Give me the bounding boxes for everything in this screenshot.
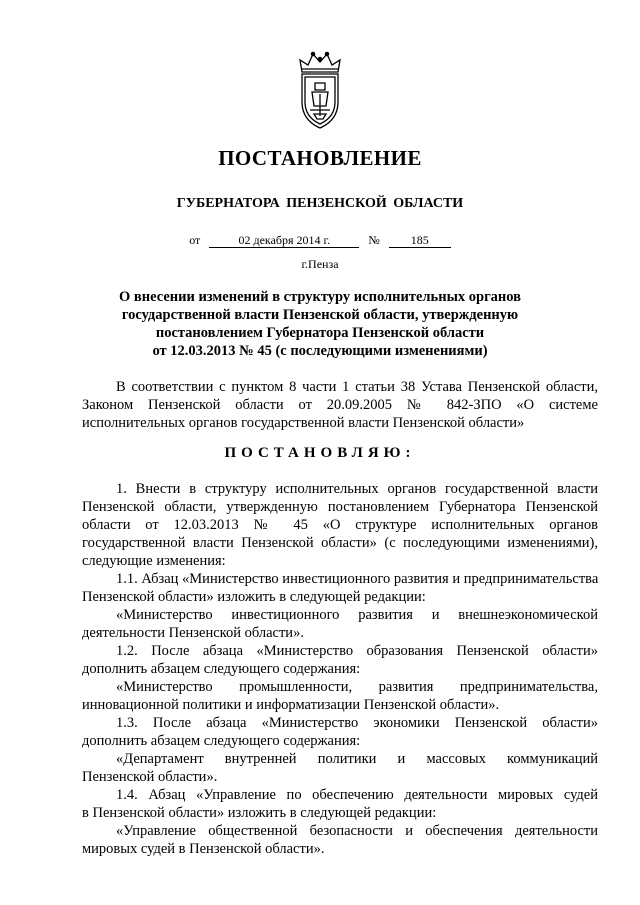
preamble-line: Законом Пензенской области от 20.09.2005 № 842-ЗПО «О системе xyxy=(82,397,598,413)
body-line: дополнить абзацем следующего содержания: xyxy=(82,661,361,677)
body-line: «Департамент внутренней политики и массовых коммуникаций xyxy=(116,751,598,767)
body-line: 1.3. После абзаца «Министерство экономики Пензенской области» xyxy=(116,715,598,731)
body-line: следующие изменения: xyxy=(82,553,226,569)
heading-line: О внесении изменений в структуру исполнительных органов xyxy=(119,289,521,305)
body-line: деятельности Пензенской области». xyxy=(82,625,304,641)
body-line: «Министерство промышленности, развития предпринимательства, xyxy=(116,679,598,695)
heading-line: от 12.03.2013 № 45 (с последующими изменениями) xyxy=(152,343,488,359)
body-line: мировых судей в Пензенской области». xyxy=(82,841,325,857)
body-line: инновационной политики и информатизации Пензенской области». xyxy=(82,697,500,713)
heading-line: постановлением Губернатора Пензенской области xyxy=(155,325,485,341)
preamble-line: исполнительных органов государственной власти Пензенской области» xyxy=(82,415,525,431)
body-line: 1.1. Абзац «Министерство инвестиционного развития и предпринимательства xyxy=(116,571,599,587)
body-line: «Управление общественной безопасности и обеспечения деятельности xyxy=(116,823,598,839)
body-line: Пензенской области» изложить в следующей редакции: xyxy=(82,589,426,605)
document-date: 02 декабря 2014 г. xyxy=(209,233,359,248)
body-line: 1.2. После абзаца «Министерство образования Пензенской области» xyxy=(116,643,598,659)
number-sign: № xyxy=(368,233,380,247)
body-line: «Министерство инвестиционного развития и внешнеэкономической xyxy=(116,607,598,623)
body-line: государственной власти Пензенской области» (с последующими изменениями), xyxy=(82,535,598,551)
document-city: г.Пенза xyxy=(301,257,339,271)
document-title: ПОСТАНОВЛЕНИЕ xyxy=(218,146,422,170)
body-line: 1.4. Абзац «Управление по обеспечению деятельности мировых судей xyxy=(116,787,598,803)
date-prefix: от xyxy=(189,233,201,247)
body-line: Пензенской области». xyxy=(82,769,218,785)
body-line: в Пензенской области» изложить в следующей редакции: xyxy=(82,805,437,821)
heading-line: государственной власти Пензенской области, утвержденную xyxy=(121,307,519,323)
document-subtitle: ГУБЕРНАТОРА ПЕНЗЕНСКОЙ ОБЛАСТИ xyxy=(176,196,464,211)
document-number: 185 xyxy=(389,233,451,248)
coat-of-arms-emblem xyxy=(288,50,352,132)
body-line: Пензенской области, утвержденную постановлением Губернатора Пензенской xyxy=(82,499,598,515)
date-number-line xyxy=(0,233,640,248)
decree-word: ПОСТАНОВЛЯЮ: xyxy=(224,445,416,461)
document-heading xyxy=(90,288,550,360)
preamble-line: В соответствии с пунктом 8 части 1 статьи 38 Устава Пензенской области, xyxy=(116,379,598,395)
body-line: области от 12.03.2013 № 45 «О структуре исполнительных органов xyxy=(82,517,598,533)
body-line: 1. Внести в структуру исполнительных органов государственной власти xyxy=(116,481,598,497)
body-line: дополнить абзацем следующего содержания: xyxy=(82,733,361,749)
